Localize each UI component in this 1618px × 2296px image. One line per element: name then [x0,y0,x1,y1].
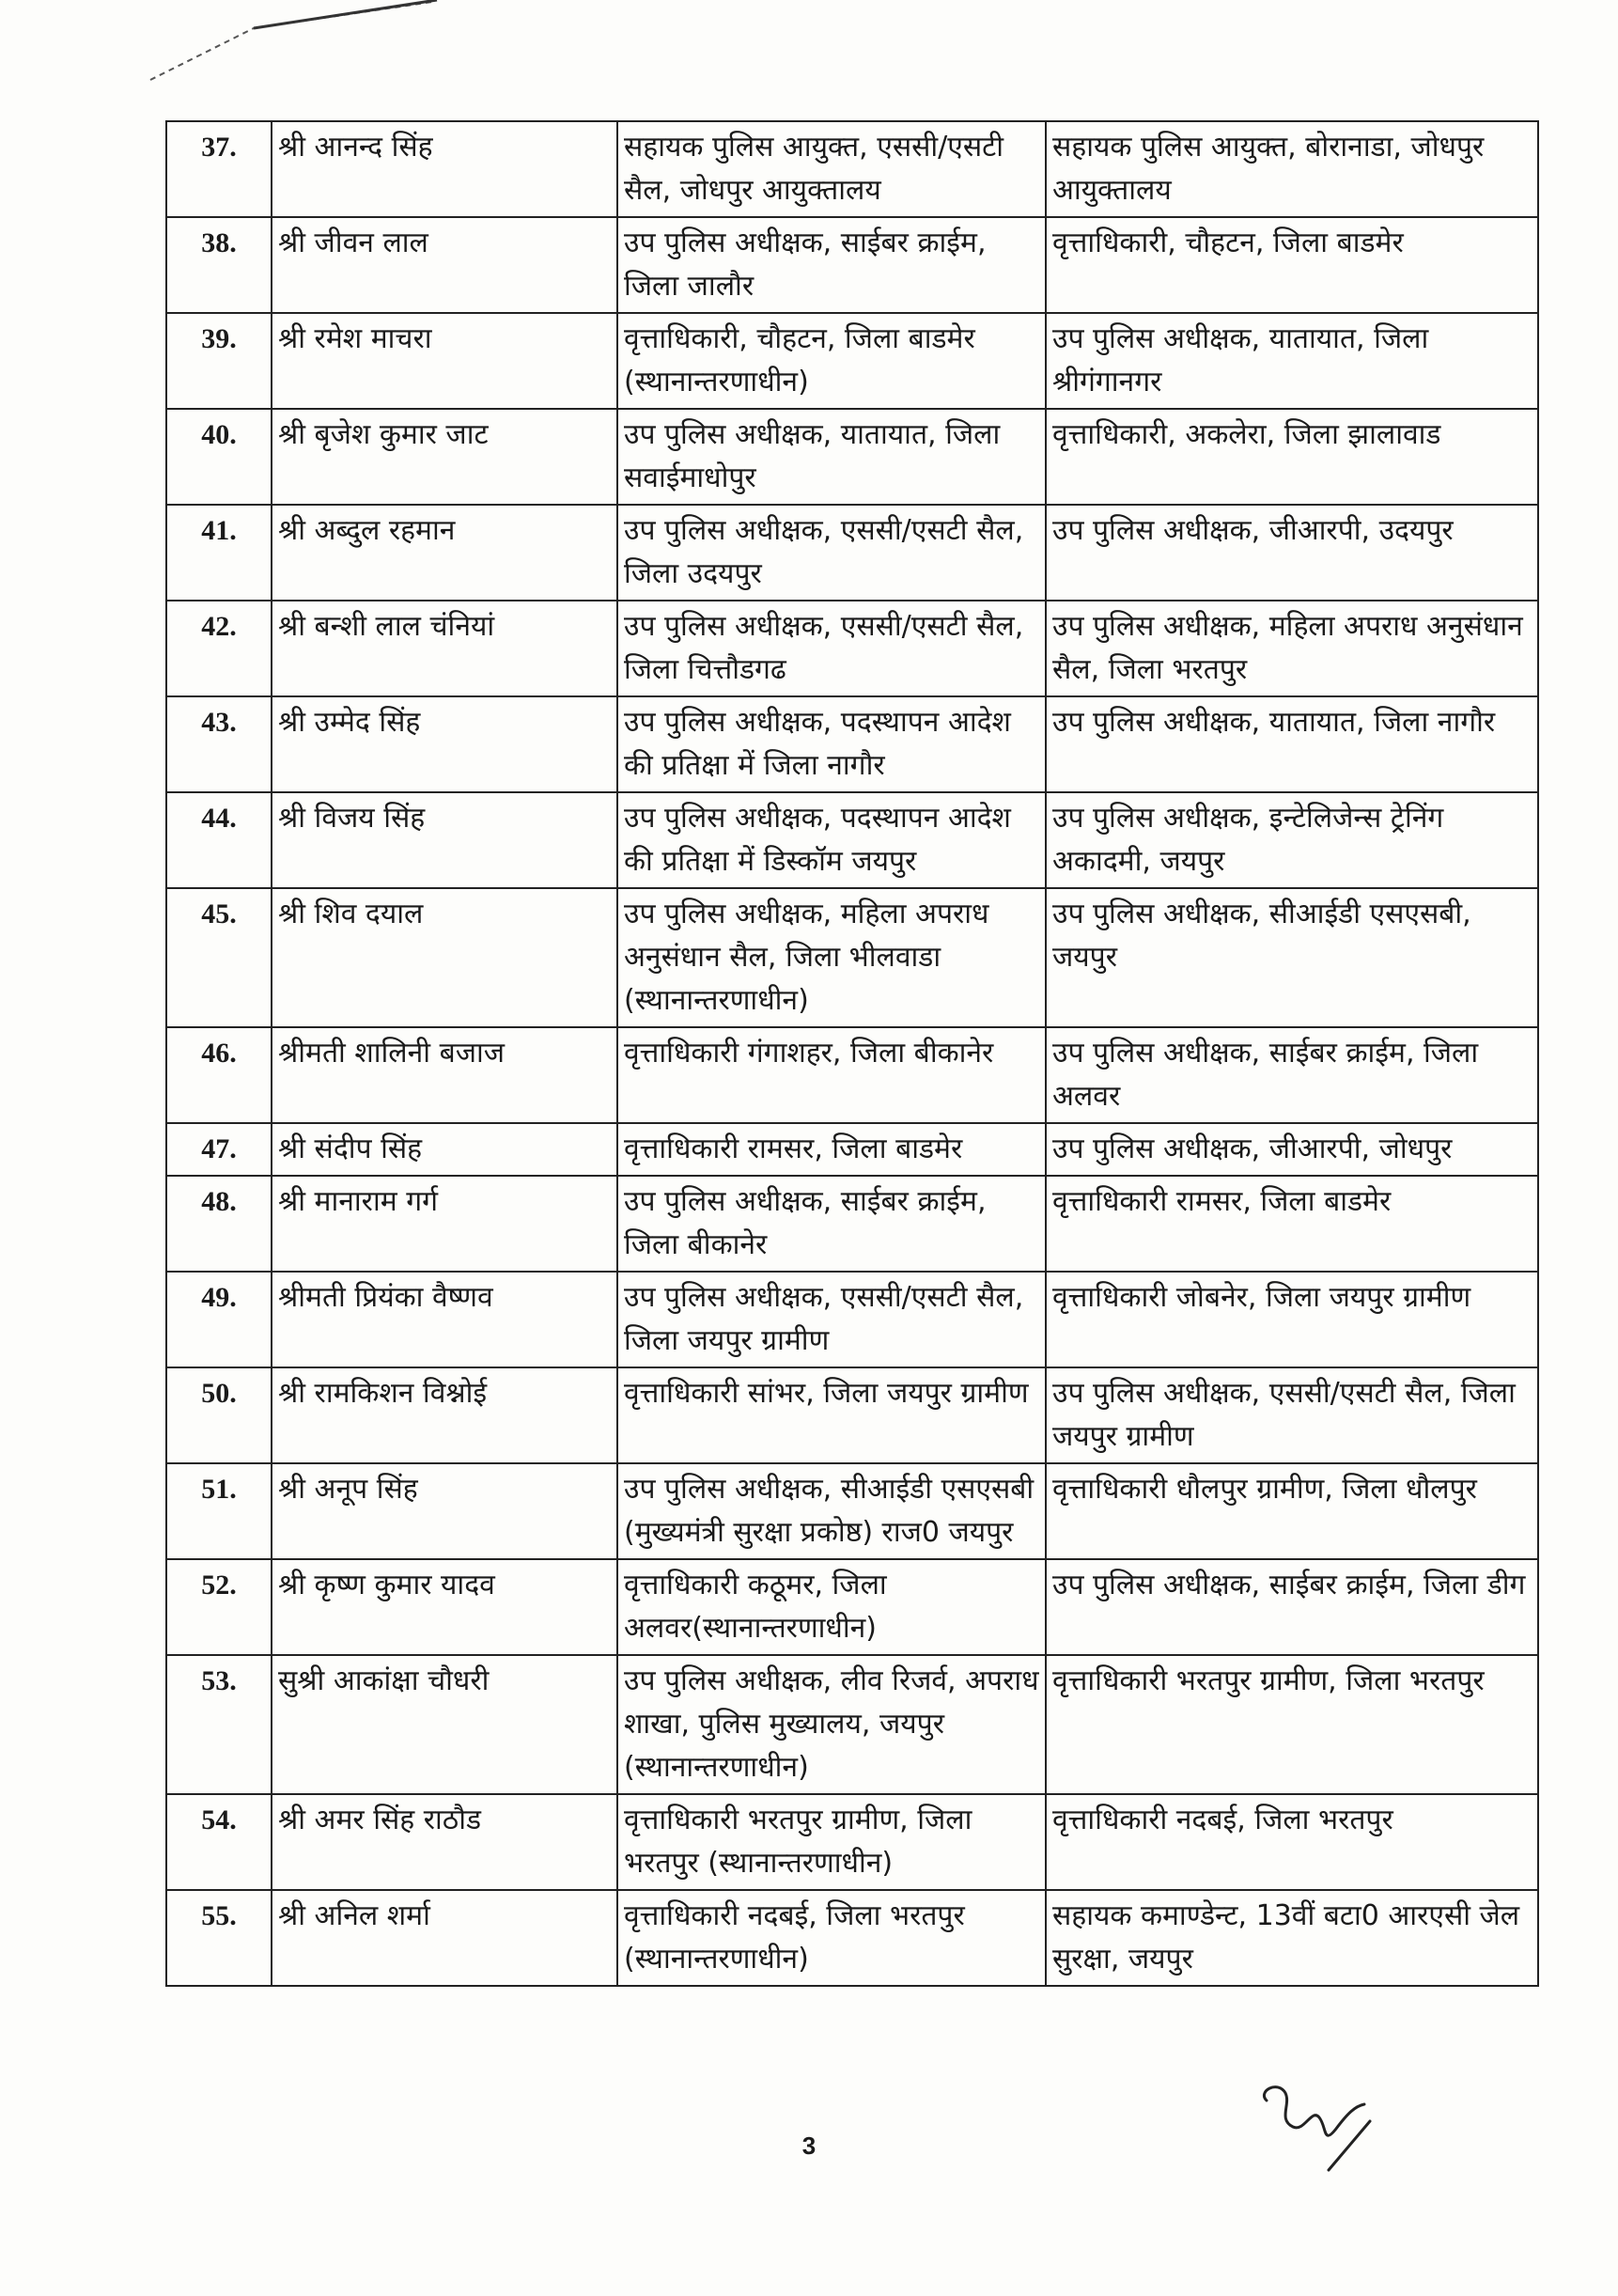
serial-number-cell: 53. [166,1655,272,1794]
table-row [166,313,1538,409]
table-row [166,888,1538,1027]
serial-number-cell: 47. [166,1123,272,1176]
officer-name-cell: श्री उम्मेद सिंह [272,696,617,792]
serial-number-cell: 45. [166,888,272,1027]
officer-name-cell: श्री कृष्ण कुमार यादव [272,1559,617,1655]
serial-number-cell: 46. [166,1027,272,1123]
serial-number-cell: 41. [166,505,272,601]
new-posting-cell: उप पुलिस अधीक्षक, साईबर क्राईम, जिला अलवर [1046,1027,1538,1123]
officer-name-cell: श्रीमती शालिनी बजाज [272,1027,617,1123]
current-posting-cell: वृत्ताधिकारी नदबई, जिला भरतपुर (स्थानान्तरणाधीन) [617,1890,1046,1986]
new-posting-cell: वृत्ताधिकारी जोबनेर, जिला जयपुर ग्रामीण [1046,1272,1538,1367]
serial-number-cell: 37. [166,121,272,217]
new-posting-cell: वृत्ताधिकारी भरतपुर ग्रामीण, जिला भरतपुर [1046,1655,1538,1794]
new-posting-cell: उप पुलिस अधीक्षक, महिला अपराध अनुसंधान सैल, जिला भरतपुर [1046,601,1538,696]
current-posting-cell: उप पुलिस अधीक्षक, साईबर क्राईम, जिला बीकानेर [617,1176,1046,1272]
officer-name-cell: श्री आनन्द सिंह [272,121,617,217]
table-row [166,792,1538,888]
table-row [166,121,1538,217]
table-row [166,1655,1538,1794]
table-row [166,1176,1538,1272]
new-posting-cell: वृत्ताधिकारी नदबई, जिला भरतपुर [1046,1794,1538,1890]
current-posting-cell: वृत्ताधिकारी भरतपुर ग्रामीण, जिला भरतपुर (स्थानान्तरणाधीन) [617,1794,1046,1890]
current-posting-cell: उप पुलिस अधीक्षक, एससी/एसटी सैल, जिला चित्तौडगढ [617,601,1046,696]
officer-name-cell: श्री विजय सिंह [272,792,617,888]
current-posting-cell: वृत्ताधिकारी कठूमर, जिला अलवर(स्थानान्तरणाधीन) [617,1559,1046,1655]
serial-number-cell: 50. [166,1367,272,1463]
table-row [166,1890,1538,1986]
new-posting-cell: वृत्ताधिकारी धौलपुर ग्रामीण, जिला धौलपुर [1046,1463,1538,1559]
current-posting-cell: वृत्ताधिकारी गंगाशहर, जिला बीकानेर [617,1027,1046,1123]
table-row [166,217,1538,313]
scan-fold-mark [141,0,442,85]
new-posting-cell: वृत्ताधिकारी रामसर, जिला बाडमेर [1046,1176,1538,1272]
officer-name-cell: श्री बृजेश कुमार जाट [272,409,617,505]
serial-number-cell: 49. [166,1272,272,1367]
current-posting-cell: उप पुलिस अधीक्षक, पदस्थापन आदेश की प्रतिक्षा में जिला नागौर [617,696,1046,792]
new-posting-cell: उप पुलिस अधीक्षक, यातायात, जिला श्रीगंगानगर [1046,313,1538,409]
serial-number-cell: 52. [166,1559,272,1655]
new-posting-cell: उप पुलिस अधीक्षक, इन्टेलिजेन्स ट्रेनिंग अकादमी, जयपुर [1046,792,1538,888]
new-posting-cell: वृत्ताधिकारी, चौहटन, जिला बाडमेर [1046,217,1538,313]
serial-number-cell: 43. [166,696,272,792]
current-posting-cell: वृत्ताधिकारी रामसर, जिला बाडमेर [617,1123,1046,1176]
officer-name-cell: श्री अनूप सिंह [272,1463,617,1559]
current-posting-cell: उप पुलिस अधीक्षक, एससी/एसटी सैल, जिला उदयपुर [617,505,1046,601]
current-posting-cell: उप पुलिस अधीक्षक, यातायात, जिला सवाईमाधोपुर [617,409,1046,505]
current-posting-cell: उप पुलिस अधीक्षक, पदस्थापन आदेश की प्रतिक्षा में डिस्कॉम जयपुर [617,792,1046,888]
serial-number-cell: 48. [166,1176,272,1272]
new-posting-cell: सहायक पुलिस आयुक्त, बोरानाडा, जोधपुर आयुक्तालय [1046,121,1538,217]
serial-number-cell: 55. [166,1890,272,1986]
officer-name-cell: श्रीमती प्रियंका वैष्णव [272,1272,617,1367]
table-row [166,1463,1538,1559]
table-row [166,601,1538,696]
officer-name-cell: श्री अमर सिंह राठौड [272,1794,617,1890]
serial-number-cell: 39. [166,313,272,409]
new-posting-cell: उप पुलिस अधीक्षक, सीआईडी एसएसबी, जयपुर [1046,888,1538,1027]
current-posting-cell: उप पुलिस अधीक्षक, लीव रिजर्व, अपराध शाखा, पुलिस मुख्यालय, जयपुर (स्थानान्तरणाधीन) [617,1655,1046,1794]
transfer-table [165,120,1539,1987]
table-row [166,1272,1538,1367]
new-posting-cell: उप पुलिस अधीक्षक, साईबर क्राईम, जिला डीग [1046,1559,1538,1655]
new-posting-cell: उप पुलिस अधीक्षक, यातायात, जिला नागौर [1046,696,1538,792]
new-posting-cell: उप पुलिस अधीक्षक, एससी/एसटी सैल, जिला जयपुर ग्रामीण [1046,1367,1538,1463]
new-posting-cell: उप पुलिस अधीक्षक, जीआरपी, उदयपुर [1046,505,1538,601]
table-row [166,1559,1538,1655]
officer-name-cell: सुश्री आकांक्षा चौधरी [272,1655,617,1794]
table-row [166,696,1538,792]
table-row [166,1027,1538,1123]
table-row [166,505,1538,601]
officer-name-cell: श्री रामकिशन विश्नोई [272,1367,617,1463]
table-row [166,409,1538,505]
current-posting-cell: वृत्ताधिकारी सांभर, जिला जयपुर ग्रामीण [617,1367,1046,1463]
table-row [166,1367,1538,1463]
new-posting-cell: सहायक कमाण्डेन्ट, 13वीं बटा0 आरएसी जेल सुरक्षा, जयपुर [1046,1890,1538,1986]
current-posting-cell: उप पुलिस अधीक्षक, महिला अपराध अनुसंधान सैल, जिला भीलवाडा (स्थानान्तरणाधीन) [617,888,1046,1027]
current-posting-cell: सहायक पुलिस आयुक्त, एससी/एसटी सैल, जोधपुर आयुक्तालय [617,121,1046,217]
new-posting-cell: उप पुलिस अधीक्षक, जीआरपी, जोधपुर [1046,1123,1538,1176]
new-posting-cell: वृत्ताधिकारी, अकलेरा, जिला झालावाड [1046,409,1538,505]
current-posting-cell: उप पुलिस अधीक्षक, एससी/एसटी सैल, जिला जयपुर ग्रामीण [617,1272,1046,1367]
serial-number-cell: 51. [166,1463,272,1559]
officer-name-cell: श्री अब्दुल रहमान [272,505,617,601]
serial-number-cell: 42. [166,601,272,696]
officer-name-cell: श्री शिव दयाल [272,888,617,1027]
serial-number-cell: 40. [166,409,272,505]
current-posting-cell: वृत्ताधिकारी, चौहटन, जिला बाडमेर (स्थानान्तरणाधीन) [617,313,1046,409]
serial-number-cell: 44. [166,792,272,888]
officer-name-cell: श्री संदीप सिंह [272,1123,617,1176]
table-row [166,1123,1538,1176]
officer-name-cell: श्री बन्शी लाल चंनियां [272,601,617,696]
current-posting-cell: उप पुलिस अधीक्षक, सीआईडी एसएसबी (मुख्यमंत्री सुरक्षा प्रकोष्ठ) राज0 जयपुर [617,1463,1046,1559]
current-posting-cell: उप पुलिस अधीक्षक, साईबर क्राईम, जिला जालौर [617,217,1046,313]
officer-name-cell: श्री रमेश माचरा [272,313,617,409]
officer-name-cell: श्री जीवन लाल [272,217,617,313]
serial-number-cell: 54. [166,1794,272,1890]
officer-name-cell: श्री अनिल शर्मा [272,1890,617,1986]
officer-name-cell: श्री मानाराम गर्ग [272,1176,617,1272]
table-row [166,1794,1538,1890]
page-number: 3 [801,2132,817,2160]
serial-number-cell: 38. [166,217,272,313]
